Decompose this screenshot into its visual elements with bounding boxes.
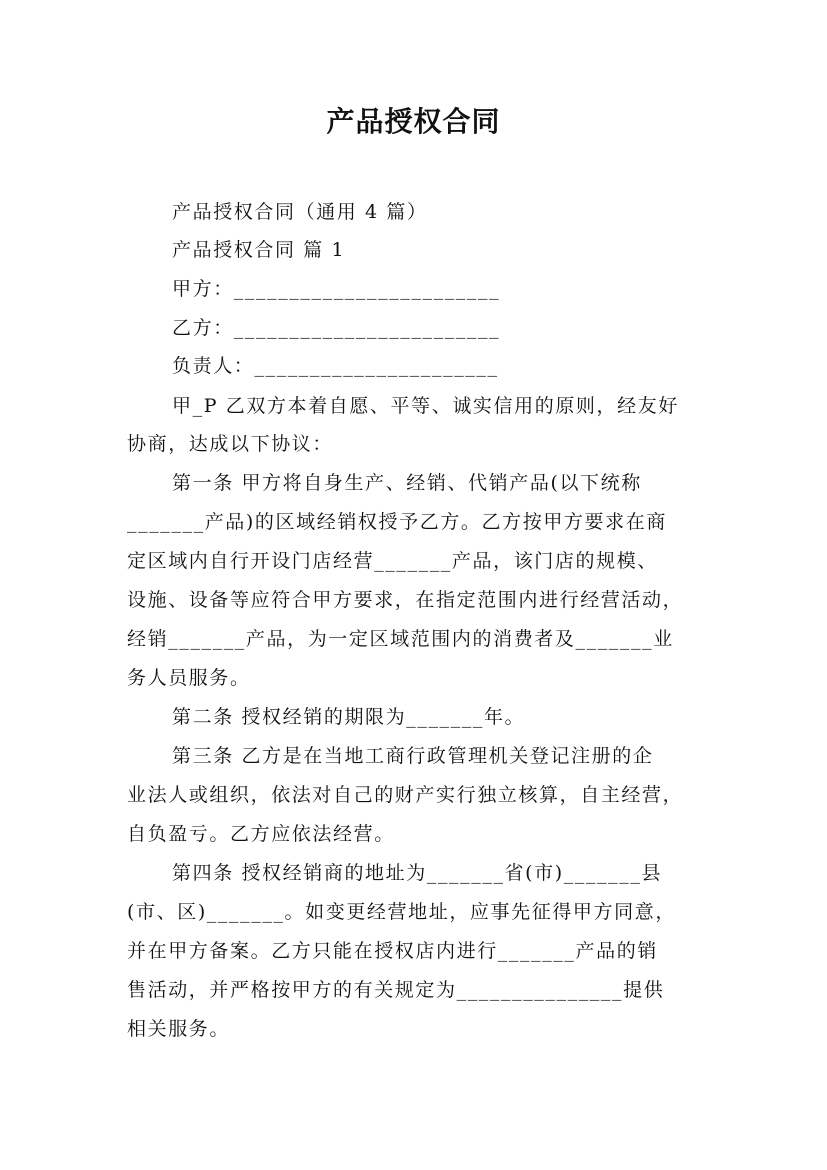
clause-3-line: 第三条 乙方是在当地工商行政管理机关登记注册的企 — [172, 745, 654, 767]
clause-4-line: 第四条 授权经销商的地址为_______省(市)_______县 — [172, 862, 663, 884]
clause-1-line: 第一条 甲方将自身生产、经销、代销产品(以下统称 — [172, 472, 642, 494]
subtitle: 产品授权合同（通用 4 篇） — [172, 201, 428, 223]
clause-3-line: 自负盈亏。乙方应依法经营。 — [127, 823, 395, 845]
clause-4-line: (市、区)_______。如变更经营地址，应事先征得甲方同意， — [127, 901, 676, 923]
clause-4-line: 并在甲方备案。乙方只能在授权店内进行_______产品的销 — [127, 940, 658, 962]
paragraph-line: 甲_P 乙双方本着自愿、平等、诚实信用的原则，经友好 — [172, 395, 679, 417]
clause-4-line: 相关服务。 — [127, 1018, 231, 1040]
clause-3-line: 业法人或组织，依法对自己的财产实行独立核算，自主经营， — [127, 784, 684, 806]
clause-1-line: 务人员服务。 — [127, 667, 251, 689]
clause-1-line: 定区域内自行开设门店经营_______产品，该门店的规模、 — [127, 550, 658, 572]
paragraph-line: 协商，达成以下协议： — [127, 433, 334, 455]
clause-4-line: 售活动，并严格按甲方的有关规定为_______________提供 — [127, 979, 665, 1001]
party-a-line: 甲方：________________________ — [172, 278, 501, 300]
section-heading: 产品授权合同 篇 1 — [172, 239, 346, 261]
party-b-line: 乙方：________________________ — [172, 317, 501, 339]
document-title: 产品授权合同 — [326, 105, 501, 138]
clause-1-line: _______产品)的区域经销权授予乙方。乙方按甲方要求在商 — [127, 511, 667, 533]
clause-2-line: 第二条 授权经销的期限为_______年。 — [172, 706, 526, 728]
responsible-person-line: 负责人：______________________ — [172, 355, 499, 377]
clause-1-line: 经销_______产品，为一定区域范围内的消费者及_______业 — [127, 628, 674, 650]
clause-1-line: 设施、设备等应符合甲方要求，在指定范围内进行经营活动， — [127, 589, 684, 611]
